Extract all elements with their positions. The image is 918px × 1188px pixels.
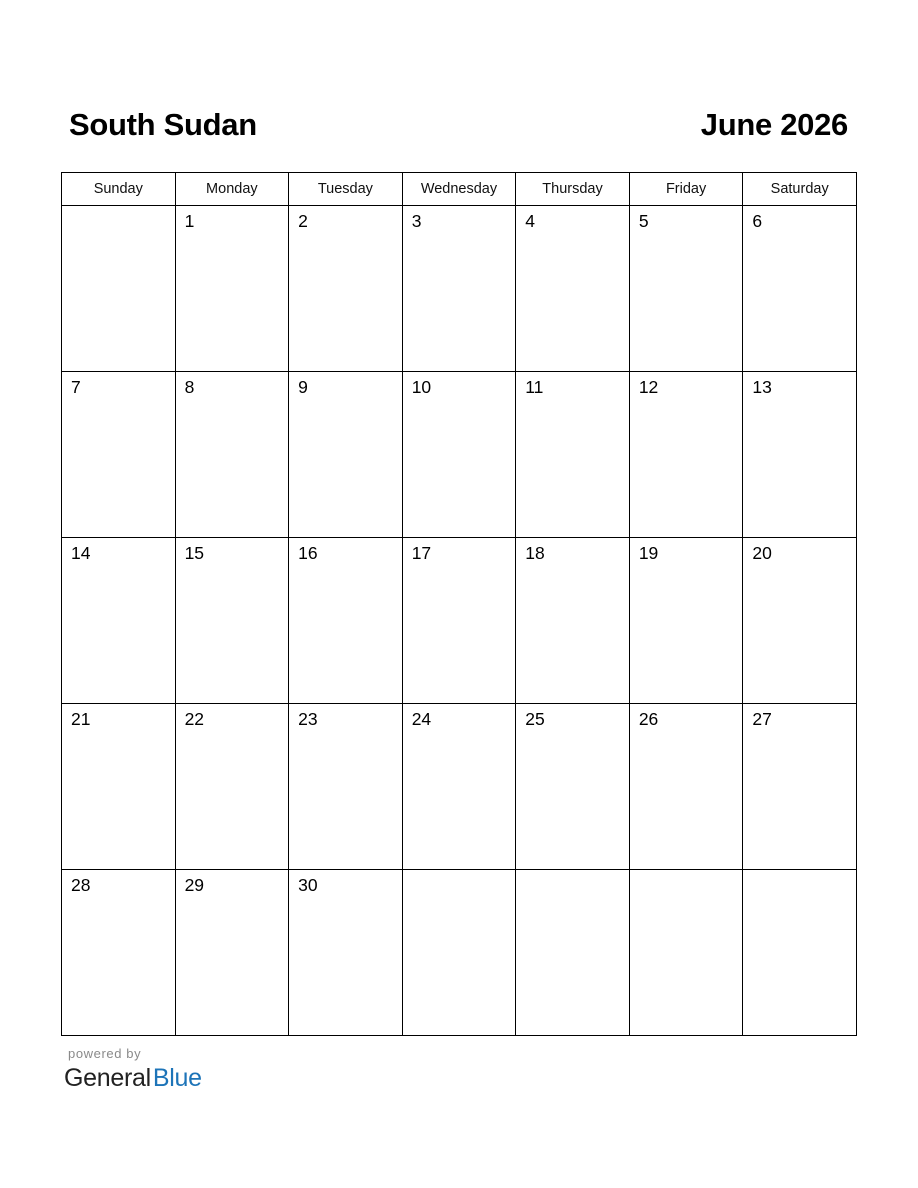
day-number: 30 bbox=[298, 875, 318, 895]
day-number: 9 bbox=[298, 377, 308, 397]
day-cell bbox=[516, 704, 630, 870]
day-cell bbox=[62, 538, 176, 704]
day-number: 16 bbox=[298, 543, 318, 563]
day-cell bbox=[629, 704, 743, 870]
day-cell bbox=[743, 870, 857, 1036]
day-number: 12 bbox=[638, 377, 659, 397]
day-cell bbox=[289, 870, 403, 1036]
weekday-thursday: Thursday bbox=[516, 173, 630, 206]
day-number: 5 bbox=[638, 211, 649, 231]
day-cell bbox=[289, 206, 403, 372]
day-cell bbox=[743, 206, 857, 372]
day-number: 17 bbox=[411, 543, 432, 563]
day-cell bbox=[743, 372, 857, 538]
brand-general-text: General bbox=[64, 1064, 151, 1092]
day-cell bbox=[516, 538, 630, 704]
day-cell bbox=[516, 372, 630, 538]
country-title: South Sudan bbox=[69, 107, 257, 142]
day-cell bbox=[402, 870, 516, 1036]
week-row-3 bbox=[62, 538, 857, 704]
day-number bbox=[403, 870, 516, 875]
day-number: 25 bbox=[525, 709, 545, 729]
day-number: 26 bbox=[638, 709, 659, 729]
day-number: 3 bbox=[411, 211, 422, 231]
day-cell bbox=[402, 206, 516, 372]
day-number: 29 bbox=[184, 875, 205, 895]
day-cell bbox=[743, 538, 857, 704]
day-cell bbox=[175, 372, 289, 538]
day-number bbox=[516, 870, 629, 875]
day-cell bbox=[289, 372, 403, 538]
day-number: 4 bbox=[525, 211, 535, 231]
powered-by-brand bbox=[64, 1046, 202, 1094]
day-cell bbox=[175, 538, 289, 704]
day-cell bbox=[629, 206, 743, 372]
brand-blue-text: Blue bbox=[152, 1064, 202, 1092]
day-number: 2 bbox=[298, 211, 308, 231]
day-number: 24 bbox=[411, 709, 432, 729]
week-row-4 bbox=[62, 704, 857, 870]
day-cell bbox=[62, 206, 176, 372]
calendar-header bbox=[69, 100, 848, 150]
generalblue-logo bbox=[64, 1062, 202, 1094]
weekday-saturday: Saturday bbox=[743, 173, 857, 206]
day-cell bbox=[175, 206, 289, 372]
week-row-2 bbox=[62, 372, 857, 538]
day-number: 6 bbox=[752, 211, 763, 231]
day-cell bbox=[402, 538, 516, 704]
week-row-5 bbox=[62, 870, 857, 1036]
day-cell bbox=[289, 538, 403, 704]
day-number: 28 bbox=[71, 875, 91, 895]
day-cell bbox=[402, 704, 516, 870]
day-number: 20 bbox=[752, 543, 772, 563]
weekday-monday: Monday bbox=[175, 173, 289, 206]
powered-by-label: powered by bbox=[68, 1046, 142, 1061]
day-number: 8 bbox=[184, 377, 195, 397]
day-cell bbox=[743, 704, 857, 870]
day-number: 10 bbox=[411, 377, 432, 397]
day-cell bbox=[629, 870, 743, 1036]
day-number bbox=[743, 870, 856, 875]
day-cell bbox=[175, 870, 289, 1036]
day-cell bbox=[289, 704, 403, 870]
day-cell bbox=[62, 870, 176, 1036]
week-row-1 bbox=[62, 206, 857, 372]
day-number: 18 bbox=[525, 543, 545, 563]
day-number: 11 bbox=[525, 377, 544, 397]
day-cell bbox=[175, 704, 289, 870]
day-number bbox=[62, 206, 175, 211]
day-number: 27 bbox=[752, 709, 772, 729]
month-year-title: June 2026 bbox=[700, 107, 848, 142]
day-number: 13 bbox=[752, 377, 772, 397]
day-cell bbox=[629, 372, 743, 538]
day-number: 21 bbox=[71, 709, 91, 729]
weekday-tuesday: Tuesday bbox=[289, 173, 403, 206]
day-number: 1 bbox=[184, 211, 195, 231]
weekday-header-row bbox=[62, 173, 857, 206]
day-cell bbox=[516, 206, 630, 372]
day-number: 22 bbox=[184, 709, 205, 729]
day-number bbox=[630, 870, 743, 875]
day-number: 23 bbox=[298, 709, 318, 729]
day-number: 7 bbox=[71, 377, 81, 397]
day-number: 19 bbox=[638, 543, 659, 563]
day-cell bbox=[62, 704, 176, 870]
day-number: 15 bbox=[184, 543, 205, 563]
day-cell bbox=[629, 538, 743, 704]
calendar-grid bbox=[61, 172, 857, 1036]
weekday-sunday: Sunday bbox=[62, 173, 176, 206]
weekday-friday: Friday bbox=[629, 173, 743, 206]
day-cell bbox=[62, 372, 176, 538]
weekday-wednesday: Wednesday bbox=[402, 173, 516, 206]
day-cell bbox=[516, 870, 630, 1036]
day-number: 14 bbox=[71, 543, 91, 563]
day-cell bbox=[402, 372, 516, 538]
